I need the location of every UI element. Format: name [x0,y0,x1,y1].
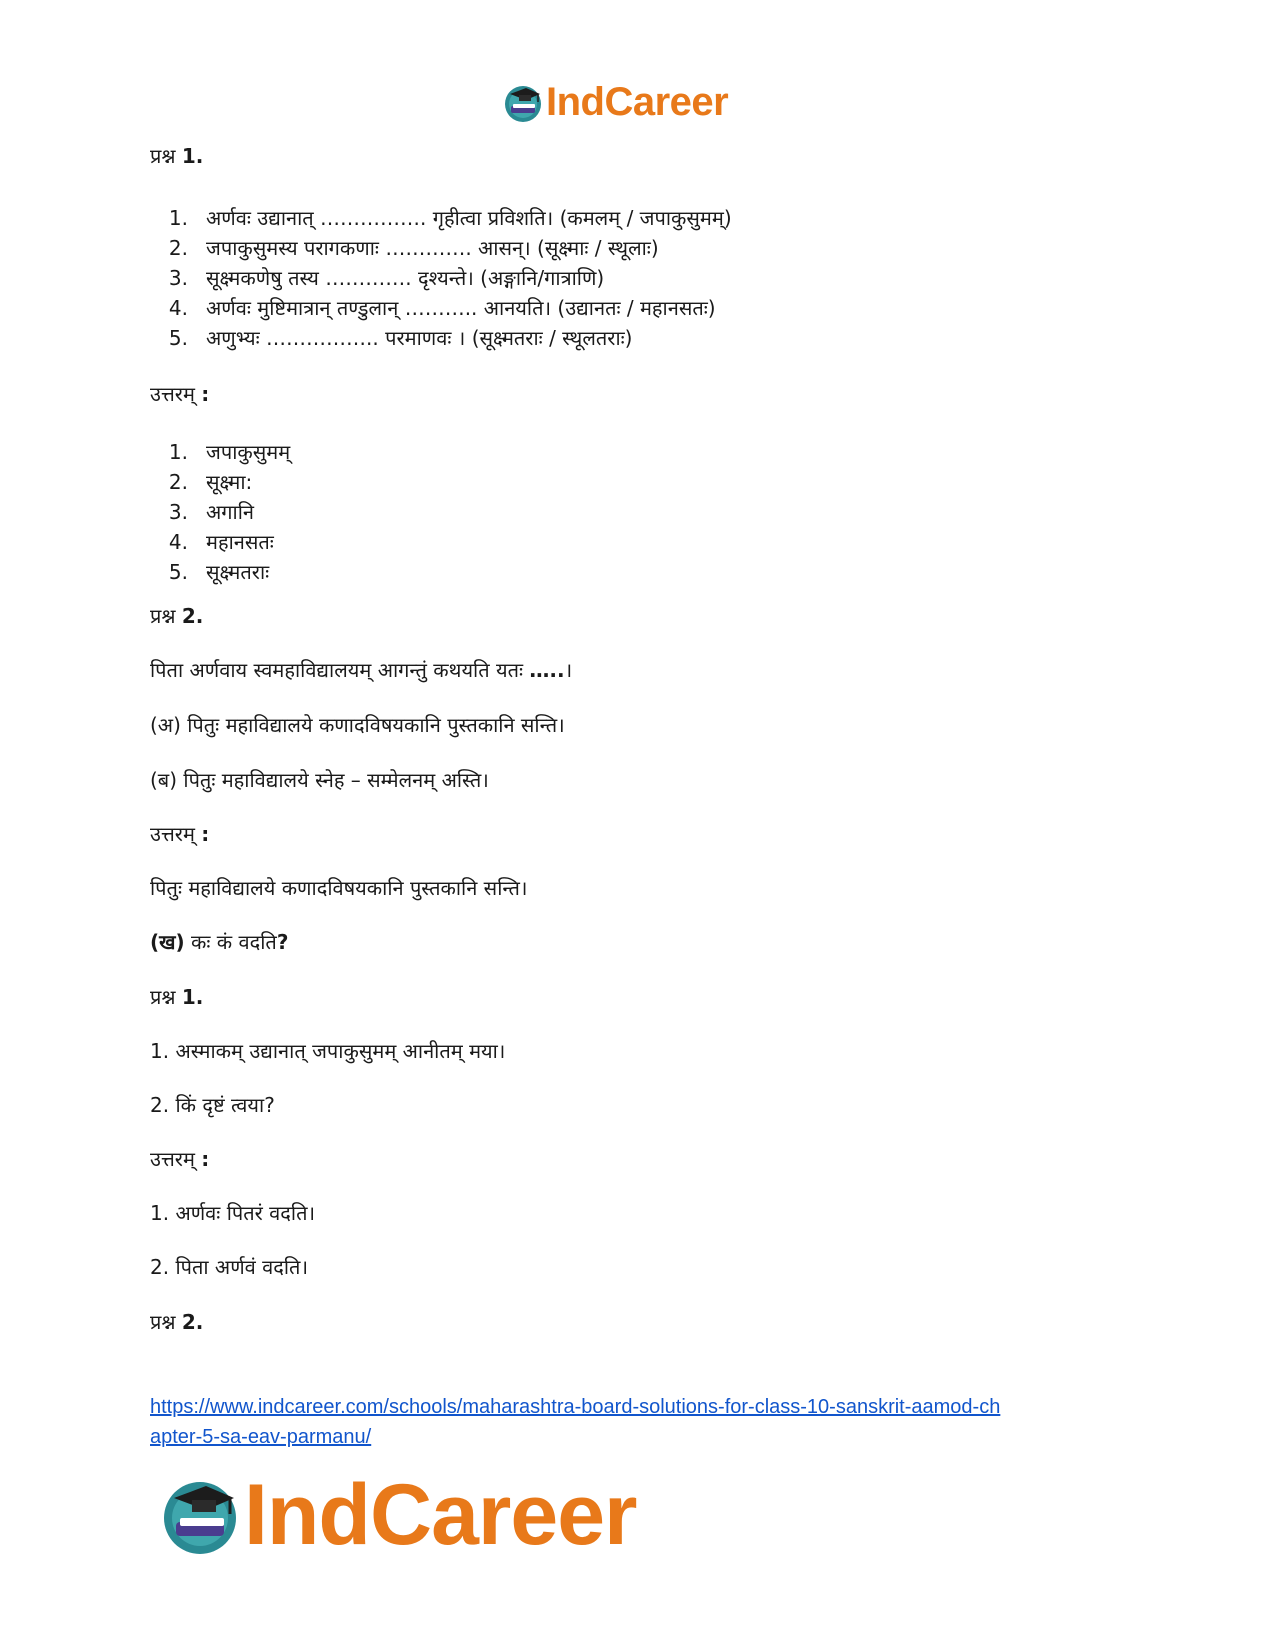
list-item: 4. अर्णवः मुष्टिमात्रान् तण्डुलान् ……….. आनयति। (उद्यानतः / महानसतः) [168,296,716,320]
answer-line-1: 1. अर्णवः पितरं वदति। [150,1201,316,1225]
section-kha-heading: (ख) कः कं वदति? [150,930,289,954]
graduation-cap-book-globe-icon [502,82,544,124]
answer-heading-3: उत्तरम् : [150,1147,210,1171]
question-heading-1 [150,142,203,170]
question-text: पिता अर्णवाय स्वमहाविद्यालयम् आगन्तुं कथयति यतः …..। [150,658,573,682]
dialogue-line-1: 1. अस्माकम् उद्यानात् जपाकुसुमम् आनीतम् मया। [150,1039,506,1063]
source-link-line-1[interactable]: https://www.indcareer.com/schools/maharashtra-board-solutions-for-class-10-sanskrit-aamod-ch [150,1396,1001,1418]
answer-list [150,437,290,587]
question-heading-2: प्रश्न 2. [150,604,204,628]
list-item: 2. जपाकुसुमस्य परागकणाः …………. आसन्। (सूक्ष्माः / स्थूलाः) [168,236,659,260]
list-item: 3. अगानि [168,500,254,524]
question-heading-3: प्रश्न 1. [150,985,204,1009]
question-heading-4: प्रश्न 2. [150,1310,204,1334]
list-item: 4. महानसतः [168,530,274,554]
list-item: 2. सूक्ष्मा: [168,470,253,494]
header-logo [502,80,728,125]
list-item: 5. अणुभ्यः …………….. परमाणवः । (सूक्ष्मतराः / स्थूलतराः) [168,326,633,350]
list-item: 1. अर्णवः उद्यानात् ……………. गृहीत्वा प्रविशति। (कमलम् / जपाकुसुमम्) [168,206,732,230]
option-b: (ब) पितुः महाविद्यालये स्नेह – सम्मेलनम् अस्ति। [150,768,489,792]
graduation-cap-book-globe-icon [158,1474,242,1558]
list-item: 5. सूक्ष्मतराः [168,560,270,584]
option-a: (अ) पितुः महाविद्यालये कणादविषयकानि पुस्तकानि सन्ति। [150,713,565,737]
footer-logo [158,1466,637,1565]
heading-number: 1. [181,144,204,168]
dialogue-line-2: 2. किं दृष्टं त्वया? [150,1093,275,1117]
source-link[interactable] [150,1392,1140,1452]
list-item: 1. जपाकुसुमम् [168,440,291,464]
brand-name: IndCareer [546,80,729,124]
list-item: 3. सूक्ष्मकणेषु तस्य …………. दृश्यन्ते। (अङ्गानि/गात्राणि) [168,266,605,290]
answer-line-2: 2. पिता अर्णवं वदति। [150,1255,309,1279]
heading-prefix: प्रश्न [150,144,176,168]
answer-text: पितुः महाविद्यालये कणादविषयकानि पुस्तकानि सन्ति। [150,876,528,900]
source-link-line-2[interactable]: apter-5-sa-eav-parmanu/ [150,1426,372,1448]
brand-name-footer: IndCareer [244,1467,637,1563]
fill-in-blank-list [150,203,732,353]
answer-heading-1: उत्तरम् : [150,382,210,406]
answer-heading-2: उत्तरम् : [150,822,210,846]
